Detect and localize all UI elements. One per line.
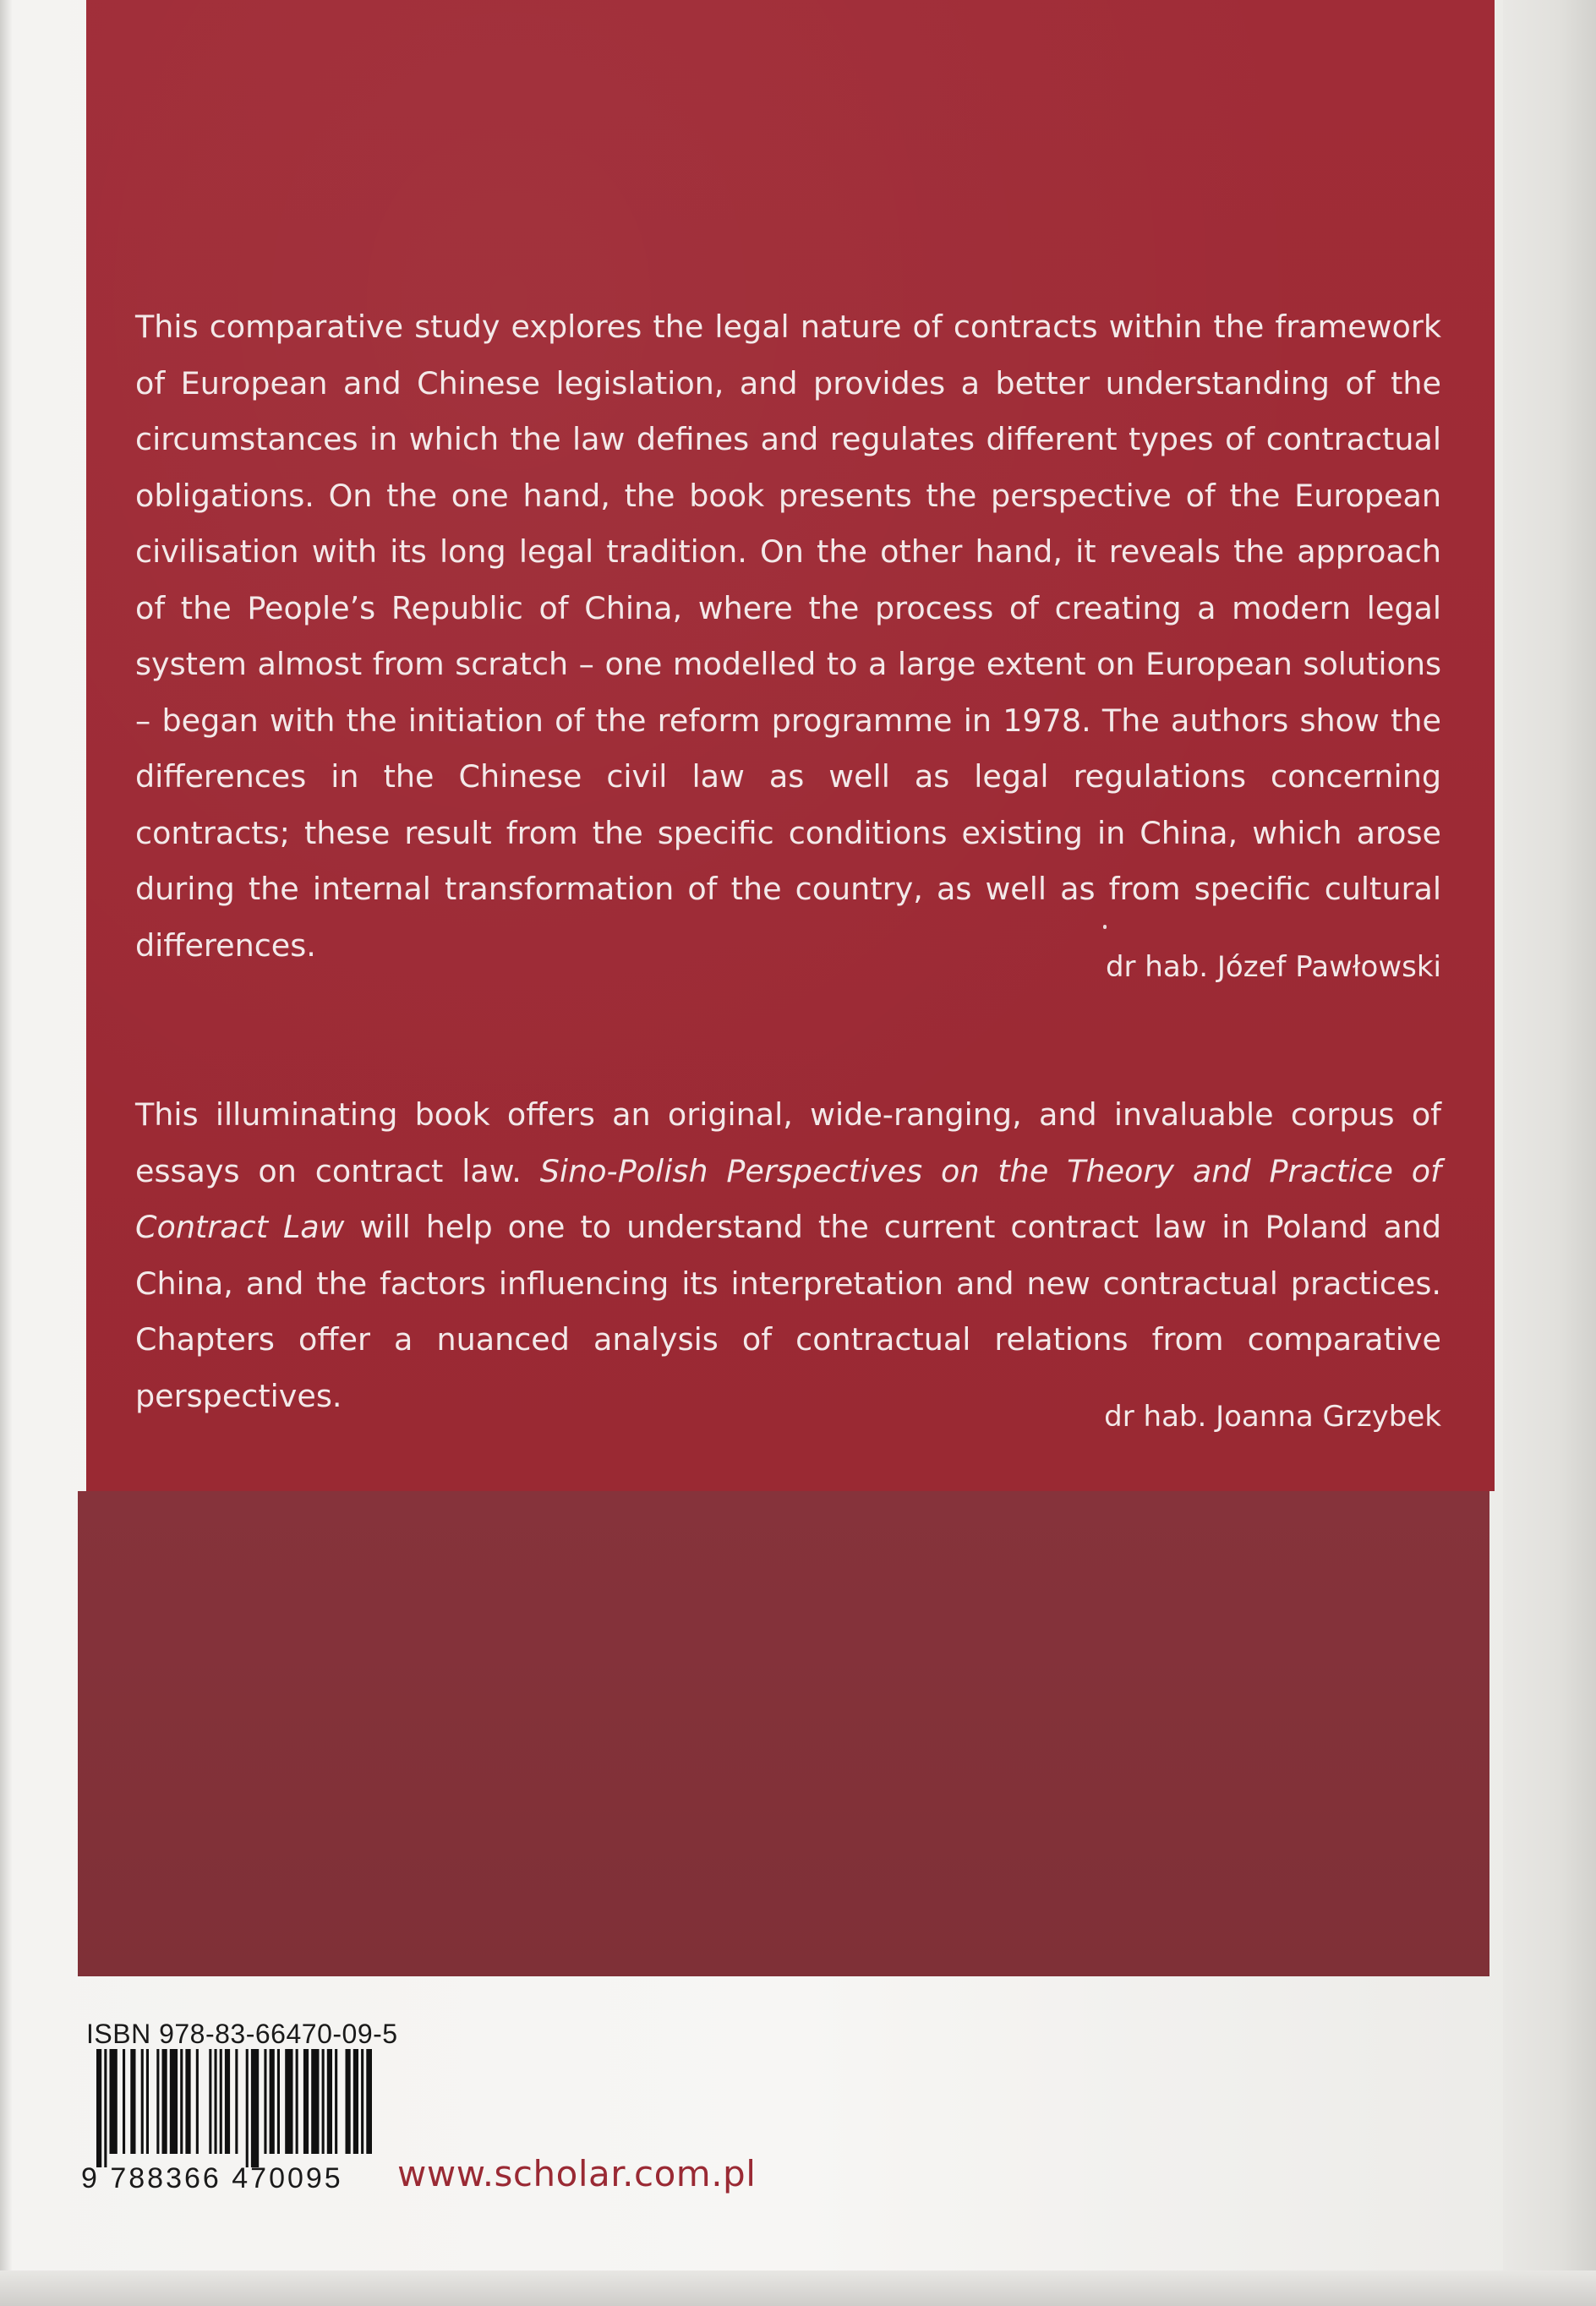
barcode-bar	[96, 2049, 101, 2167]
barcode-bar	[162, 2049, 167, 2154]
barcode-bar	[130, 2049, 135, 2154]
book-title-italic: Sino-Polish Perspectives on the Theory and Practice of Contract Law	[135, 1152, 1441, 1245]
barcode-bar	[146, 2049, 149, 2154]
barcode-bar	[277, 2049, 280, 2154]
barcode-bar	[141, 2049, 144, 2154]
barcode-bar	[156, 2049, 159, 2154]
attribution-1: dr hab. Józef Pawłowski	[1105, 950, 1441, 984]
barcode-bar	[361, 2049, 363, 2154]
isbn-label: ISBN 978-83-66470-09-5	[86, 2019, 398, 2049]
barcode-bar	[296, 2049, 298, 2154]
blurb-paragraph-1: This comparative study explores the legal nature of contracts within the framework of European and Chinese legislation, and provides a better understanding of the circumstances in which the law defines and regulates different types of contractual obligations. On the one hand, the book presents the perspective of the European civilisation with its long legal tradition. On the other hand, it reveals the approach of the People’s Republic of China, where the process of creating a modern legal system almost from scratch – one modelled to a large extent on European solutions – began with the initiation of the reform programme in 1978. The authors show the differences in the Chinese civil law as well as legal regulations concerning contracts; these result from the specific conditions existing in China, which arose during the internal transformation of the country, as well as from specific cultural differences.	[135, 309, 1441, 964]
barcode-bar	[285, 2049, 292, 2154]
barcode-bar	[353, 2049, 358, 2154]
barcode-bar	[185, 2049, 190, 2154]
print-speck	[1103, 925, 1107, 929]
page-left-edge	[0, 0, 12, 2306]
blurb-paragraph-2	[135, 1087, 1441, 1424]
blurb-2-intro: This illuminating book offers an original, wide-ranging, and invaluable corpus of essays on contract law.	[135, 1096, 1441, 1189]
barcode-bar	[110, 2049, 118, 2154]
barcode-bar	[251, 2049, 259, 2167]
barcode-bar	[220, 2049, 222, 2154]
barcode-digits: 9 788366 470095	[81, 2162, 343, 2194]
barcode-bar	[180, 2049, 183, 2154]
barcode-bar	[196, 2049, 199, 2154]
barcode-image	[85, 2049, 372, 2167]
barcode-bar	[235, 2049, 238, 2154]
barcode-bar	[311, 2049, 319, 2154]
barcode-bar	[303, 2049, 309, 2154]
barcode-bar	[246, 2049, 249, 2167]
barcode-bar	[264, 2049, 266, 2154]
page-bottom-edge	[0, 2270, 1596, 2306]
cover-dark-band	[78, 1491, 1489, 1976]
barcode-bar	[335, 2049, 337, 2154]
barcode-bar	[123, 2049, 125, 2154]
barcode-bar	[346, 2049, 351, 2154]
barcode-bar	[327, 2049, 332, 2154]
barcode-bar	[209, 2049, 211, 2154]
attribution-2: dr hab. Joanna Grzybek	[1104, 1400, 1441, 1434]
barcode-bar	[225, 2049, 230, 2154]
barcode-bar	[170, 2049, 178, 2154]
barcode-bar	[270, 2049, 275, 2154]
barcode-bar	[366, 2049, 372, 2154]
barcode-bar	[104, 2049, 107, 2167]
barcode-bar	[215, 2049, 217, 2154]
blurb-2-rest: will help one to understand the current contract law in Poland and China, and the factors influencing its interpretation and new contractual practices. Chapters offer a nuanced analysis of contractual relations from comparative perspectives.	[135, 1209, 1441, 1414]
page-right-edge	[1503, 0, 1596, 2306]
publisher-website: www.scholar.com.pl	[397, 2153, 757, 2194]
barcode-bar	[322, 2049, 325, 2154]
